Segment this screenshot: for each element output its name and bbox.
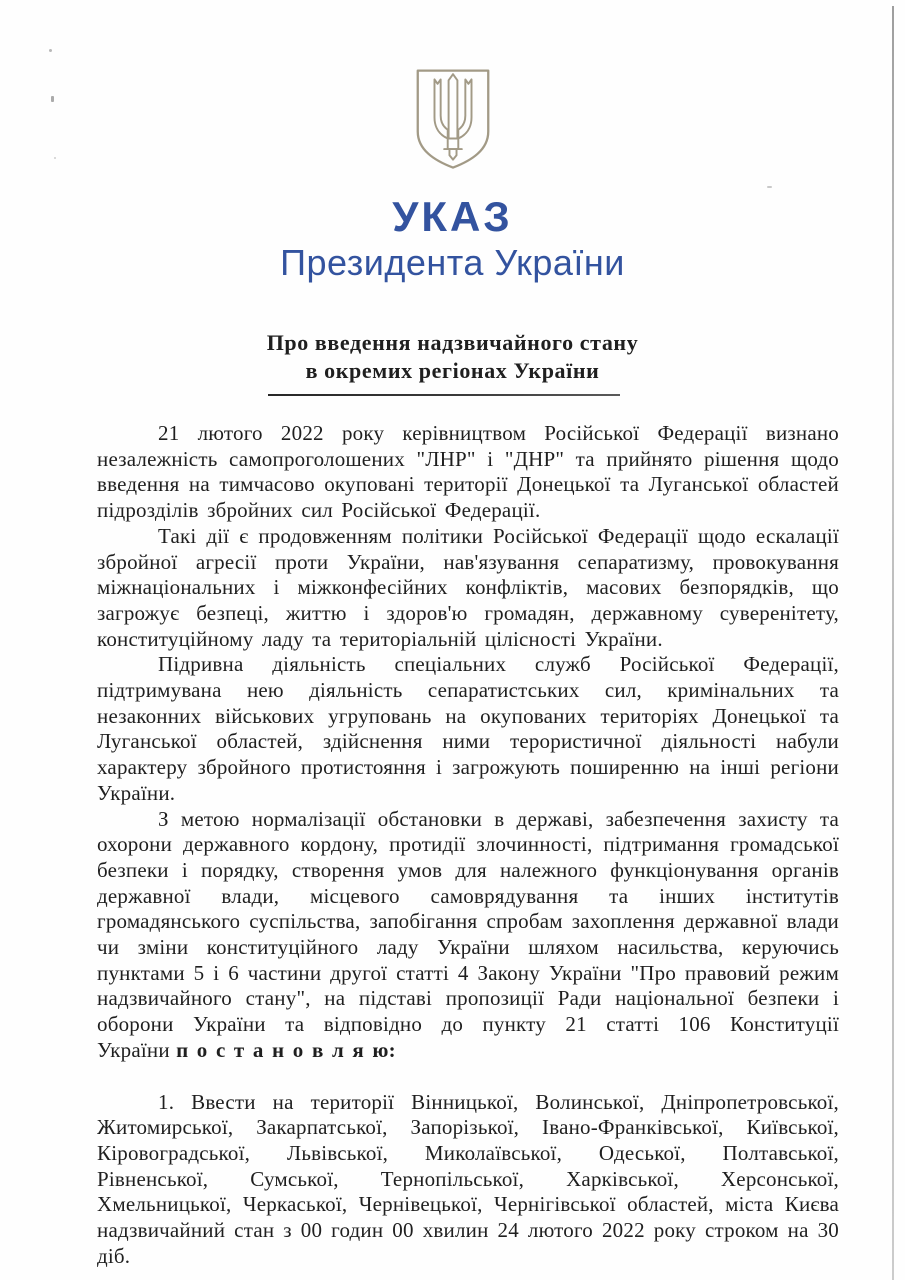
scan-speck — [767, 186, 772, 188]
coat-of-arms — [0, 68, 905, 172]
decree-issuer: Президента України — [280, 242, 625, 283]
paragraph-purpose — [97, 807, 839, 1064]
decree-title: УКАЗ — [392, 193, 513, 240]
paragraph-purpose-text: З метою нормалізації обстановки в державі, забезпечення захисту та охорони державного кордону, протидії злочинності, підтримання громадської безпеки і порядку, створення умов для належного функціонування органів державної влади, місцевого самоврядування та інших інститутів громадянського суспільства, запобігання спробам захоплення державної влади чи зміни конституційного ладу України шляхом насильства, керуючись пунктами 5 і 6 частини другої статті 4 Закону України "Про правовий режим надзвичайного стану", на підставі пропозиції Ради національної безпеки і оборони України та відповідно до пункту 21 статті 106 Конституції України — [97, 806, 839, 1062]
paragraph-recognition: 21 лютого 2022 року керівництвом Російської Федерації визнано незалежність самопроголошених "ЛНР" і "ДНР" та прийнято рішення щодо введення на тимчасово окуповані території Донецької та Луганської областей підрозділів збройних сил Російської Федерації. — [97, 421, 839, 523]
heading-rule — [268, 394, 620, 396]
decree-item-1: 1. Ввести на території Вінницької, Волинської, Дніпропетровської, Житомирської, Закарпатської, Запорізької, Івано-Франківської, Київської, Кіровоградської, Львівської, Миколаївської, Одеської, Полтавської, Рівненської, Сумської, Тернопільської, Харківської, Херсонської, Хмельницької, Черкаської, Чернівецької, Чернігівської областей, міста Києва надзвичайний стан з 00 годин 00 хвилин 24 лютого 2022 року строком на 30 діб. — [97, 1089, 839, 1268]
scan-speck — [49, 49, 52, 52]
decree-subject — [0, 329, 905, 385]
paragraph-subversion: Підривна діяльність спеціальних служб Російської Федерації, підтримувана нею діяльність сепаратистських сил, кримінальних та незаконних військових угруповань на окупованих територіях Донецької та Луганської областей, здійснення ними терористичної діяльності набули характеру збройного протистояння і загрожують поширенню на інші регіони України. — [97, 652, 839, 805]
ukraine-trident-icon — [408, 68, 498, 172]
subject-line-1: Про введення надзвичайного стану — [266, 330, 639, 355]
decree-verb: п о с т а н о в л я ю: — [176, 1037, 396, 1062]
subject-line-2: в окремих регіонах України — [305, 358, 600, 383]
paragraph-escalation: Такі дії є продовженням політики Російської Федерації щодо ескалації збройної агресії проти України, нав'язування сепаратизму, провокування міжнаціональних і міжконфесійних конфліктів, масових безпорядків, що загрожує безпеці, життю і здоров'ю громадян, державному суверенітету, конституційному ладу та територіальній цілісності України. — [97, 523, 839, 651]
decree-body — [97, 421, 839, 1270]
